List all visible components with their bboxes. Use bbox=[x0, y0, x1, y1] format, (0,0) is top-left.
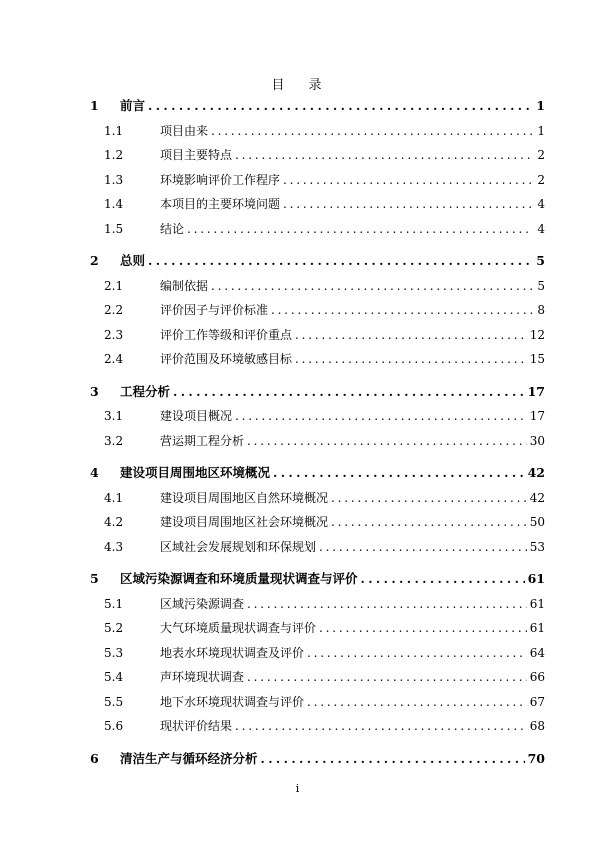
toc-chapter-entry[interactable] bbox=[90, 461, 545, 486]
section-number: 4.1 bbox=[104, 490, 124, 505]
chapter-title: 清洁生产与循环经济分析 bbox=[120, 750, 258, 766]
dot-leader bbox=[187, 217, 532, 242]
dot-leader bbox=[307, 690, 527, 715]
toc-section-entry[interactable] bbox=[90, 690, 545, 715]
page-ref: 30 bbox=[529, 433, 545, 448]
page-ref: 17 bbox=[527, 383, 545, 399]
section-title: 大气环境质量现状调查与评价 bbox=[160, 621, 317, 635]
section-number: 5.6 bbox=[104, 719, 124, 733]
toc-section-entry[interactable] bbox=[90, 714, 545, 739]
dot-leader bbox=[331, 510, 527, 535]
section-title: 声环境现状调查 bbox=[160, 670, 245, 684]
toc-section-entry[interactable] bbox=[90, 641, 545, 666]
section-number: 1.5 bbox=[104, 221, 124, 236]
section-title: 项目由来 bbox=[160, 123, 209, 138]
section-title: 本项目的主要环境问题 bbox=[160, 197, 281, 211]
page-ref: 2 bbox=[537, 148, 545, 162]
dot-leader bbox=[211, 274, 532, 299]
dot-leader bbox=[331, 486, 527, 511]
page-ref: 5 bbox=[536, 253, 545, 268]
section-number: 1.1 bbox=[104, 123, 124, 138]
toc-section-entry[interactable] bbox=[90, 535, 545, 560]
dot-leader bbox=[295, 347, 527, 372]
toc-section-entry[interactable] bbox=[90, 168, 545, 193]
section-number: 5.3 bbox=[104, 645, 124, 660]
page-ref: 50 bbox=[529, 515, 545, 529]
page-ref: 17 bbox=[529, 409, 545, 423]
toc-chapter-entry[interactable] bbox=[90, 94, 545, 119]
toc-title-right: 录 bbox=[308, 78, 324, 93]
toc-chapter-entry[interactable] bbox=[90, 567, 545, 592]
section-title: 结论 bbox=[160, 221, 185, 236]
toc-section-entry[interactable] bbox=[90, 616, 545, 641]
toc-section-entry[interactable] bbox=[90, 143, 545, 168]
page-ref: 1 bbox=[537, 123, 545, 138]
page-number: i bbox=[295, 782, 300, 795]
dot-leader bbox=[271, 298, 532, 323]
toc-section-entry[interactable] bbox=[90, 323, 545, 348]
section-title: 区域污染源调查 bbox=[160, 596, 245, 611]
dot-leader bbox=[235, 404, 527, 429]
section-number: 3.2 bbox=[104, 433, 124, 448]
section-title: 编制依据 bbox=[160, 278, 209, 293]
toc-section-entry[interactable] bbox=[90, 592, 545, 617]
dot-leader bbox=[283, 168, 532, 193]
section-number: 1.3 bbox=[104, 172, 124, 187]
section-title: 环境影响评价工作程序 bbox=[160, 172, 281, 187]
section-title: 项目主要特点 bbox=[160, 148, 233, 162]
dot-leader bbox=[247, 429, 527, 454]
toc-chapter-entry[interactable] bbox=[90, 747, 545, 772]
dot-leader bbox=[211, 119, 532, 144]
chapter-title: 前言 bbox=[120, 98, 146, 113]
dot-leader bbox=[148, 94, 532, 119]
page-ref: 12 bbox=[529, 327, 545, 342]
section-number: 5.5 bbox=[104, 694, 124, 709]
table-of-contents bbox=[90, 94, 545, 771]
section-number: 5.2 bbox=[104, 621, 124, 635]
toc-title bbox=[0, 74, 595, 93]
page-ref: 53 bbox=[529, 539, 545, 554]
chapter-title: 区域污染源调查和环境质量现状调查与评价 bbox=[120, 571, 358, 586]
toc-chapter-entry[interactable] bbox=[90, 380, 545, 405]
chapter-number: 5 bbox=[90, 571, 99, 586]
dot-leader bbox=[273, 461, 525, 486]
dot-leader bbox=[261, 747, 525, 772]
section-number: 2.3 bbox=[104, 327, 124, 342]
toc-section-entry[interactable] bbox=[90, 119, 545, 144]
dot-leader bbox=[319, 616, 527, 641]
page-ref: 70 bbox=[527, 750, 545, 766]
page-ref: 64 bbox=[529, 645, 545, 660]
section-number: 5.4 bbox=[104, 670, 124, 684]
toc-section-entry[interactable] bbox=[90, 274, 545, 299]
section-number: 1.2 bbox=[104, 148, 124, 162]
section-title: 建设项目概况 bbox=[160, 409, 233, 423]
toc-section-entry[interactable] bbox=[90, 429, 545, 454]
page-ref: 61 bbox=[527, 571, 545, 586]
dot-leader bbox=[307, 641, 527, 666]
page-ref: 42 bbox=[527, 465, 545, 480]
chapter-title: 工程分析 bbox=[120, 383, 171, 399]
toc-section-entry[interactable] bbox=[90, 665, 545, 690]
section-title: 评价因子与评价标准 bbox=[160, 303, 269, 317]
toc-section-entry[interactable] bbox=[90, 510, 545, 535]
page-ref: 5 bbox=[537, 278, 545, 293]
section-title: 地下水环境现状调查与评价 bbox=[160, 694, 305, 709]
section-number: 2.2 bbox=[104, 303, 124, 317]
chapter-number: 1 bbox=[90, 98, 99, 113]
page-ref: 67 bbox=[529, 694, 545, 709]
dot-leader bbox=[247, 665, 527, 690]
chapter-title: 总则 bbox=[120, 253, 146, 268]
section-number: 4.2 bbox=[104, 515, 124, 529]
dot-leader bbox=[361, 567, 525, 592]
dot-leader bbox=[148, 249, 532, 274]
toc-section-entry[interactable] bbox=[90, 192, 545, 217]
page-ref: 4 bbox=[537, 221, 545, 236]
page-ref: 8 bbox=[537, 303, 545, 317]
section-title: 现状评价结果 bbox=[160, 719, 233, 733]
toc-section-entry[interactable] bbox=[90, 404, 545, 429]
section-title: 区域社会发展规划和环保规划 bbox=[160, 539, 317, 554]
chapter-title: 建设项目周围地区环境概况 bbox=[120, 465, 271, 480]
section-title: 建设项目周围地区社会环境概况 bbox=[160, 515, 329, 529]
section-number: 3.1 bbox=[104, 409, 124, 423]
dot-leader bbox=[283, 192, 532, 217]
dot-leader bbox=[319, 535, 527, 560]
chapter-number: 2 bbox=[90, 253, 99, 268]
dot-leader bbox=[247, 592, 527, 617]
toc-section-entry[interactable] bbox=[90, 298, 545, 323]
toc-chapter-entry[interactable] bbox=[90, 249, 545, 274]
toc-section-entry[interactable] bbox=[90, 486, 545, 511]
chapter-number: 4 bbox=[90, 465, 99, 480]
page-ref: 1 bbox=[536, 98, 545, 113]
chapter-number: 6 bbox=[90, 750, 99, 766]
page-ref: 66 bbox=[529, 670, 545, 684]
dot-leader bbox=[235, 714, 527, 739]
section-number: 4.3 bbox=[104, 539, 124, 554]
section-title: 评价工作等级和评价重点 bbox=[160, 327, 293, 342]
toc-title-left: 目 bbox=[271, 78, 287, 93]
section-number: 2.4 bbox=[104, 352, 124, 366]
page-ref: 2 bbox=[537, 172, 545, 187]
section-title: 建设项目周围地区自然环境概况 bbox=[160, 490, 329, 505]
page-ref: 42 bbox=[529, 490, 545, 505]
page-ref: 4 bbox=[537, 197, 545, 211]
page-ref: 68 bbox=[529, 719, 545, 733]
toc-section-entry[interactable] bbox=[90, 217, 545, 242]
section-number: 2.1 bbox=[104, 278, 124, 293]
dot-leader bbox=[295, 323, 527, 348]
toc-section-entry[interactable] bbox=[90, 347, 545, 372]
chapter-number: 3 bbox=[90, 383, 99, 399]
section-number: 5.1 bbox=[104, 596, 124, 611]
dot-leader bbox=[173, 380, 525, 405]
dot-leader bbox=[235, 143, 532, 168]
section-title: 营运期工程分析 bbox=[160, 433, 245, 448]
section-number: 1.4 bbox=[104, 197, 124, 211]
page-ref: 15 bbox=[529, 352, 545, 366]
section-title: 地表水环境现状调查及评价 bbox=[160, 645, 305, 660]
section-title: 评价范围及环境敏感目标 bbox=[160, 352, 293, 366]
page-ref: 61 bbox=[529, 596, 545, 611]
page-ref: 61 bbox=[529, 621, 545, 635]
